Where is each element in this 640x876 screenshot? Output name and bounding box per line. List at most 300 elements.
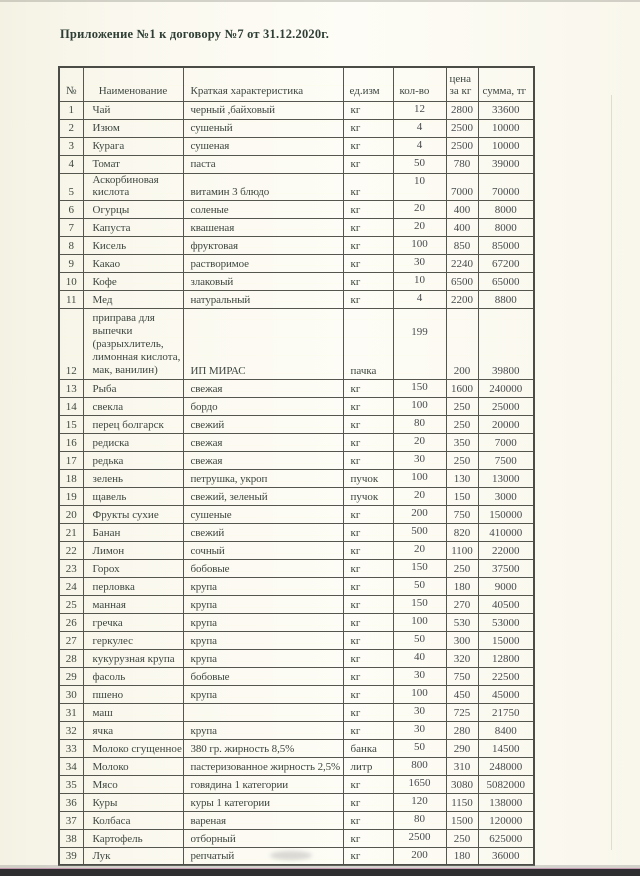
cell-quantity: 80 xyxy=(393,811,446,829)
cell-number: 7 xyxy=(59,219,83,237)
cell-price: 280 xyxy=(446,721,478,739)
cell-description: растворимое xyxy=(183,255,343,273)
table-row xyxy=(59,415,534,433)
cell-price: 250 xyxy=(446,415,478,433)
cell-sum: 10000 xyxy=(478,119,534,137)
cell-number: 15 xyxy=(59,415,83,433)
table-row xyxy=(59,309,534,380)
cell-quantity: 150 xyxy=(393,559,446,577)
cell-name: перловка xyxy=(83,577,183,595)
table-row xyxy=(59,721,534,739)
cell-price: 1500 xyxy=(446,811,478,829)
table-row xyxy=(59,541,534,559)
col-header-name: Наименование xyxy=(83,67,183,101)
cell-number: 10 xyxy=(59,273,83,291)
table-row xyxy=(59,291,534,309)
table-row xyxy=(59,397,534,415)
cell-sum: 65000 xyxy=(478,273,534,291)
cell-name: Курага xyxy=(83,137,183,155)
cell-unit: кг xyxy=(343,451,393,469)
cell-number: 18 xyxy=(59,469,83,487)
cell-description: соленые xyxy=(183,201,343,219)
cell-name: Огурцы xyxy=(83,201,183,219)
cell-description: свежий xyxy=(183,415,343,433)
cell-name: Колбаса xyxy=(83,811,183,829)
cell-description: вареная xyxy=(183,811,343,829)
cell-price: 820 xyxy=(446,523,478,541)
cell-name: щавель xyxy=(83,487,183,505)
cell-name: манная xyxy=(83,595,183,613)
cell-number: 28 xyxy=(59,649,83,667)
cell-number: 13 xyxy=(59,379,83,397)
cell-unit: кг xyxy=(343,379,393,397)
cell-quantity: 100 xyxy=(393,685,446,703)
cell-unit: пачка xyxy=(343,309,393,380)
table-row xyxy=(59,739,534,757)
cell-quantity: 30 xyxy=(393,703,446,721)
cell-description: свежая xyxy=(183,451,343,469)
cell-sum: 21750 xyxy=(478,703,534,721)
cell-number: 24 xyxy=(59,577,83,595)
cell-sum: 67200 xyxy=(478,255,534,273)
cell-name: Банан xyxy=(83,523,183,541)
cell-quantity: 80 xyxy=(393,415,446,433)
cell-sum: 12800 xyxy=(478,649,534,667)
table-row xyxy=(59,829,534,847)
document-title: Приложение №1 к договору №7 от 31.12.2020г. xyxy=(60,27,330,41)
cell-number: 22 xyxy=(59,541,83,559)
table-row xyxy=(59,379,534,397)
table-row xyxy=(59,137,534,155)
cell-unit: кг xyxy=(343,255,393,273)
cell-sum: 8800 xyxy=(478,291,534,309)
cell-unit: кг xyxy=(343,703,393,721)
cell-name: Капуста xyxy=(83,219,183,237)
table-row xyxy=(59,631,534,649)
cell-quantity: 4 xyxy=(393,137,446,155)
cell-name: Кисель xyxy=(83,237,183,255)
cell-name: Аскорбиновая кислота xyxy=(83,173,183,201)
cell-sum: 53000 xyxy=(478,613,534,631)
cell-description: крупа xyxy=(183,631,343,649)
cell-description: бобовые xyxy=(183,667,343,685)
cell-sum: 13000 xyxy=(478,469,534,487)
cell-unit: кг xyxy=(343,667,393,685)
cell-price: 850 xyxy=(446,237,478,255)
cell-price: 400 xyxy=(446,201,478,219)
cell-description: крупа xyxy=(183,595,343,613)
cell-name: гречка xyxy=(83,613,183,631)
cell-unit: кг xyxy=(343,559,393,577)
cell-name: Горох xyxy=(83,559,183,577)
cell-unit: кг xyxy=(343,595,393,613)
cell-sum: 240000 xyxy=(478,379,534,397)
cell-sum: 37500 xyxy=(478,559,534,577)
cell-quantity: 20 xyxy=(393,201,446,219)
cell-description: черный ,байховый xyxy=(183,101,343,119)
cell-description: сочный xyxy=(183,541,343,559)
cell-quantity: 200 xyxy=(393,847,446,865)
cell-description: крупа xyxy=(183,613,343,631)
cell-description: сушеные xyxy=(183,505,343,523)
table-row xyxy=(59,237,534,255)
cell-price: 725 xyxy=(446,703,478,721)
cell-price: 2200 xyxy=(446,291,478,309)
cell-unit: банка xyxy=(343,739,393,757)
table-row xyxy=(59,811,534,829)
cell-price: 780 xyxy=(446,155,478,173)
cell-number: 39 xyxy=(59,847,83,865)
cell-number: 2 xyxy=(59,119,83,137)
cell-quantity: 50 xyxy=(393,577,446,595)
cell-name: Мед xyxy=(83,291,183,309)
table-row xyxy=(59,775,534,793)
cell-sum: 410000 xyxy=(478,523,534,541)
cell-price: 250 xyxy=(446,397,478,415)
cell-description: петрушка, укроп xyxy=(183,469,343,487)
cell-number: 37 xyxy=(59,811,83,829)
table-row xyxy=(59,667,534,685)
cell-number: 27 xyxy=(59,631,83,649)
cell-description: пастеризованное жирность 2,5% xyxy=(183,757,343,775)
cell-name: Лимон xyxy=(83,541,183,559)
cell-number: 16 xyxy=(59,433,83,451)
cell-quantity: 199 xyxy=(393,309,446,380)
cell-quantity: 800 xyxy=(393,757,446,775)
cell-price: 180 xyxy=(446,577,478,595)
cell-number: 12 xyxy=(59,309,83,380)
cell-name: геркулес xyxy=(83,631,183,649)
table-row xyxy=(59,505,534,523)
cell-number: 5 xyxy=(59,173,83,201)
cell-description: витамин 3 блюдо xyxy=(183,173,343,201)
cell-unit: кг xyxy=(343,577,393,595)
scan-smudge-artifact xyxy=(270,851,312,860)
cell-unit: кг xyxy=(343,415,393,433)
cell-price: 1100 xyxy=(446,541,478,559)
cell-unit: кг xyxy=(343,775,393,793)
cell-sum: 14500 xyxy=(478,739,534,757)
cell-quantity: 12 xyxy=(393,101,446,119)
cell-quantity: 50 xyxy=(393,155,446,173)
cell-quantity: 100 xyxy=(393,397,446,415)
table-row xyxy=(59,101,534,119)
cell-unit: кг xyxy=(343,613,393,631)
cell-quantity: 30 xyxy=(393,721,446,739)
cell-price: 750 xyxy=(446,505,478,523)
cell-description: сушеная xyxy=(183,137,343,155)
cell-price: 1150 xyxy=(446,793,478,811)
table-row xyxy=(59,119,534,137)
cell-number: 35 xyxy=(59,775,83,793)
cell-unit: кг xyxy=(343,793,393,811)
cell-sum: 36000 xyxy=(478,847,534,865)
table-row xyxy=(59,649,534,667)
cell-unit: кг xyxy=(343,219,393,237)
cell-number: 29 xyxy=(59,667,83,685)
cell-name: кукурузная крупа xyxy=(83,649,183,667)
cell-number: 20 xyxy=(59,505,83,523)
cell-quantity: 100 xyxy=(393,613,446,631)
cell-sum: 8000 xyxy=(478,201,534,219)
table-row xyxy=(59,487,534,505)
cell-number: 36 xyxy=(59,793,83,811)
cell-number: 30 xyxy=(59,685,83,703)
cell-quantity: 20 xyxy=(393,433,446,451)
cell-number: 11 xyxy=(59,291,83,309)
cell-price: 270 xyxy=(446,595,478,613)
cell-name: Изюм xyxy=(83,119,183,137)
cell-quantity: 100 xyxy=(393,237,446,255)
cell-sum: 625000 xyxy=(478,829,534,847)
cell-price: 2500 xyxy=(446,137,478,155)
cell-sum: 138000 xyxy=(478,793,534,811)
cell-quantity: 4 xyxy=(393,119,446,137)
cell-sum: 45000 xyxy=(478,685,534,703)
table-row xyxy=(59,757,534,775)
cell-unit: пучок xyxy=(343,487,393,505)
table-row xyxy=(59,559,534,577)
cell-sum: 8000 xyxy=(478,219,534,237)
cell-description: крупа xyxy=(183,577,343,595)
table-row xyxy=(59,469,534,487)
cell-number: 17 xyxy=(59,451,83,469)
cell-price: 400 xyxy=(446,219,478,237)
cell-quantity: 2500 xyxy=(393,829,446,847)
cell-quantity: 150 xyxy=(393,595,446,613)
cell-sum: 85000 xyxy=(478,237,534,255)
cell-number: 33 xyxy=(59,739,83,757)
cell-unit: кг xyxy=(343,685,393,703)
cell-description: свежая xyxy=(183,379,343,397)
cell-description: куры 1 категории xyxy=(183,793,343,811)
cell-price: 310 xyxy=(446,757,478,775)
table-row xyxy=(59,433,534,451)
cell-price: 2500 xyxy=(446,119,478,137)
col-header-sum: сумма, тг xyxy=(478,67,534,101)
table-row xyxy=(59,703,534,721)
cell-sum: 39000 xyxy=(478,155,534,173)
cell-sum: 20000 xyxy=(478,415,534,433)
cell-sum: 7000 xyxy=(478,433,534,451)
cell-quantity: 20 xyxy=(393,541,446,559)
cell-sum: 22500 xyxy=(478,667,534,685)
cell-unit: кг xyxy=(343,649,393,667)
cell-description: 380 гр. жирность 8,5% xyxy=(183,739,343,757)
cell-sum: 120000 xyxy=(478,811,534,829)
cell-unit: кг xyxy=(343,201,393,219)
cell-price: 2800 xyxy=(446,101,478,119)
cell-name: Молоко сгущенное xyxy=(83,739,183,757)
cell-unit: кг xyxy=(343,119,393,137)
cell-sum: 33600 xyxy=(478,101,534,119)
cell-name: свекла xyxy=(83,397,183,415)
cell-price: 180 xyxy=(446,847,478,865)
cell-sum: 150000 xyxy=(478,505,534,523)
cell-number: 9 xyxy=(59,255,83,273)
cell-name: Томат xyxy=(83,155,183,173)
cell-description: говядина 1 категории xyxy=(183,775,343,793)
cell-description: бордо xyxy=(183,397,343,415)
cell-unit: кг xyxy=(343,631,393,649)
cell-price: 200 xyxy=(446,309,478,380)
cell-description: репчатый xyxy=(183,847,343,865)
cell-name: перец болгарск xyxy=(83,415,183,433)
cell-unit: кг xyxy=(343,433,393,451)
table-row xyxy=(59,613,534,631)
cell-name: маш xyxy=(83,703,183,721)
cell-number: 14 xyxy=(59,397,83,415)
cell-quantity: 500 xyxy=(393,523,446,541)
cell-unit: кг xyxy=(343,237,393,255)
cell-number: 38 xyxy=(59,829,83,847)
cell-price: 6500 xyxy=(446,273,478,291)
cell-price: 290 xyxy=(446,739,478,757)
cell-description: крупа xyxy=(183,649,343,667)
cell-quantity: 30 xyxy=(393,667,446,685)
cell-name: редька xyxy=(83,451,183,469)
table-row xyxy=(59,523,534,541)
cell-price: 320 xyxy=(446,649,478,667)
cell-price: 250 xyxy=(446,451,478,469)
cell-number: 34 xyxy=(59,757,83,775)
cell-number: 1 xyxy=(59,101,83,119)
table-row xyxy=(59,173,534,201)
cell-sum: 70000 xyxy=(478,173,534,201)
cell-quantity: 30 xyxy=(393,451,446,469)
cell-unit: кг xyxy=(343,541,393,559)
cell-sum: 8400 xyxy=(478,721,534,739)
cell-number: 19 xyxy=(59,487,83,505)
cell-sum: 248000 xyxy=(478,757,534,775)
cell-quantity: 50 xyxy=(393,739,446,757)
col-header-price: цена за кг xyxy=(446,67,478,101)
cell-number: 31 xyxy=(59,703,83,721)
cell-name: пшено xyxy=(83,685,183,703)
cell-description: паста xyxy=(183,155,343,173)
cell-price: 2240 xyxy=(446,255,478,273)
cell-name: Куры xyxy=(83,793,183,811)
cell-unit: кг xyxy=(343,523,393,541)
cell-quantity: 20 xyxy=(393,487,446,505)
cell-quantity: 30 xyxy=(393,255,446,273)
cell-unit: кг xyxy=(343,721,393,739)
cell-unit: кг xyxy=(343,101,393,119)
table-row xyxy=(59,201,534,219)
cell-quantity: 40 xyxy=(393,649,446,667)
cell-description: крупа xyxy=(183,685,343,703)
cell-sum: 10000 xyxy=(478,137,534,155)
cell-price: 150 xyxy=(446,487,478,505)
cell-price: 450 xyxy=(446,685,478,703)
cell-number: 3 xyxy=(59,137,83,155)
col-header-quantity: кол-во xyxy=(393,67,446,101)
cell-price: 3080 xyxy=(446,775,478,793)
cell-price: 130 xyxy=(446,469,478,487)
cell-name: Чай xyxy=(83,101,183,119)
cell-description: отборный xyxy=(183,829,343,847)
cell-unit: кг xyxy=(343,291,393,309)
cell-quantity: 120 xyxy=(393,793,446,811)
cell-description: сушеный xyxy=(183,119,343,137)
cell-price: 530 xyxy=(446,613,478,631)
col-header-unit: ед.изм xyxy=(343,67,393,101)
cell-price: 7000 xyxy=(446,173,478,201)
cell-price: 350 xyxy=(446,433,478,451)
cell-sum: 7500 xyxy=(478,451,534,469)
cell-price: 750 xyxy=(446,667,478,685)
cell-quantity: 50 xyxy=(393,631,446,649)
cell-name: зелень xyxy=(83,469,183,487)
cell-description: фруктовая xyxy=(183,237,343,255)
cell-name: Кофе xyxy=(83,273,183,291)
cell-name: Мясо xyxy=(83,775,183,793)
cell-name: Лук xyxy=(83,847,183,865)
cell-unit: кг xyxy=(343,273,393,291)
cell-unit: кг xyxy=(343,811,393,829)
cell-description: свежая xyxy=(183,433,343,451)
table-body xyxy=(59,101,534,865)
cell-name: Картофель xyxy=(83,829,183,847)
cell-quantity: 10 xyxy=(393,173,446,201)
cell-unit: кг xyxy=(343,847,393,865)
cell-sum: 40500 xyxy=(478,595,534,613)
cell-number: 26 xyxy=(59,613,83,631)
cell-price: 250 xyxy=(446,559,478,577)
table-row xyxy=(59,595,534,613)
table-row xyxy=(59,219,534,237)
cell-number: 23 xyxy=(59,559,83,577)
scan-bottom-bar xyxy=(0,869,640,876)
cell-name: Молоко xyxy=(83,757,183,775)
cell-unit: кг xyxy=(343,155,393,173)
table-row xyxy=(59,577,534,595)
cell-sum: 9000 xyxy=(478,577,534,595)
cell-price: 250 xyxy=(446,829,478,847)
cell-number: 4 xyxy=(59,155,83,173)
cell-quantity: 200 xyxy=(393,505,446,523)
cell-name: Рыба xyxy=(83,379,183,397)
cell-number: 32 xyxy=(59,721,83,739)
cell-unit: пучок xyxy=(343,469,393,487)
cell-description: ИП МИРАС xyxy=(183,309,343,380)
cell-description: свежий xyxy=(183,523,343,541)
cell-number: 6 xyxy=(59,201,83,219)
col-header-number: № xyxy=(59,67,83,101)
table-header-row xyxy=(59,67,534,101)
cell-description: свежий, зеленый xyxy=(183,487,343,505)
cell-number: 8 xyxy=(59,237,83,255)
cell-sum: 15000 xyxy=(478,631,534,649)
cell-description xyxy=(183,703,343,721)
cell-quantity: 1650 xyxy=(393,775,446,793)
cell-description: крупа xyxy=(183,721,343,739)
table-row xyxy=(59,685,534,703)
cell-name: фасоль xyxy=(83,667,183,685)
col-header-description: Краткая характеристика xyxy=(183,67,343,101)
cell-sum: 3000 xyxy=(478,487,534,505)
cell-description: бобовые xyxy=(183,559,343,577)
cell-unit: кг xyxy=(343,829,393,847)
cell-unit: кг xyxy=(343,137,393,155)
table-row xyxy=(59,155,534,173)
cell-unit: литр xyxy=(343,757,393,775)
cell-quantity: 150 xyxy=(393,379,446,397)
cell-name: ячка xyxy=(83,721,183,739)
table-row xyxy=(59,273,534,291)
cell-quantity: 4 xyxy=(393,291,446,309)
cell-name: редиска xyxy=(83,433,183,451)
